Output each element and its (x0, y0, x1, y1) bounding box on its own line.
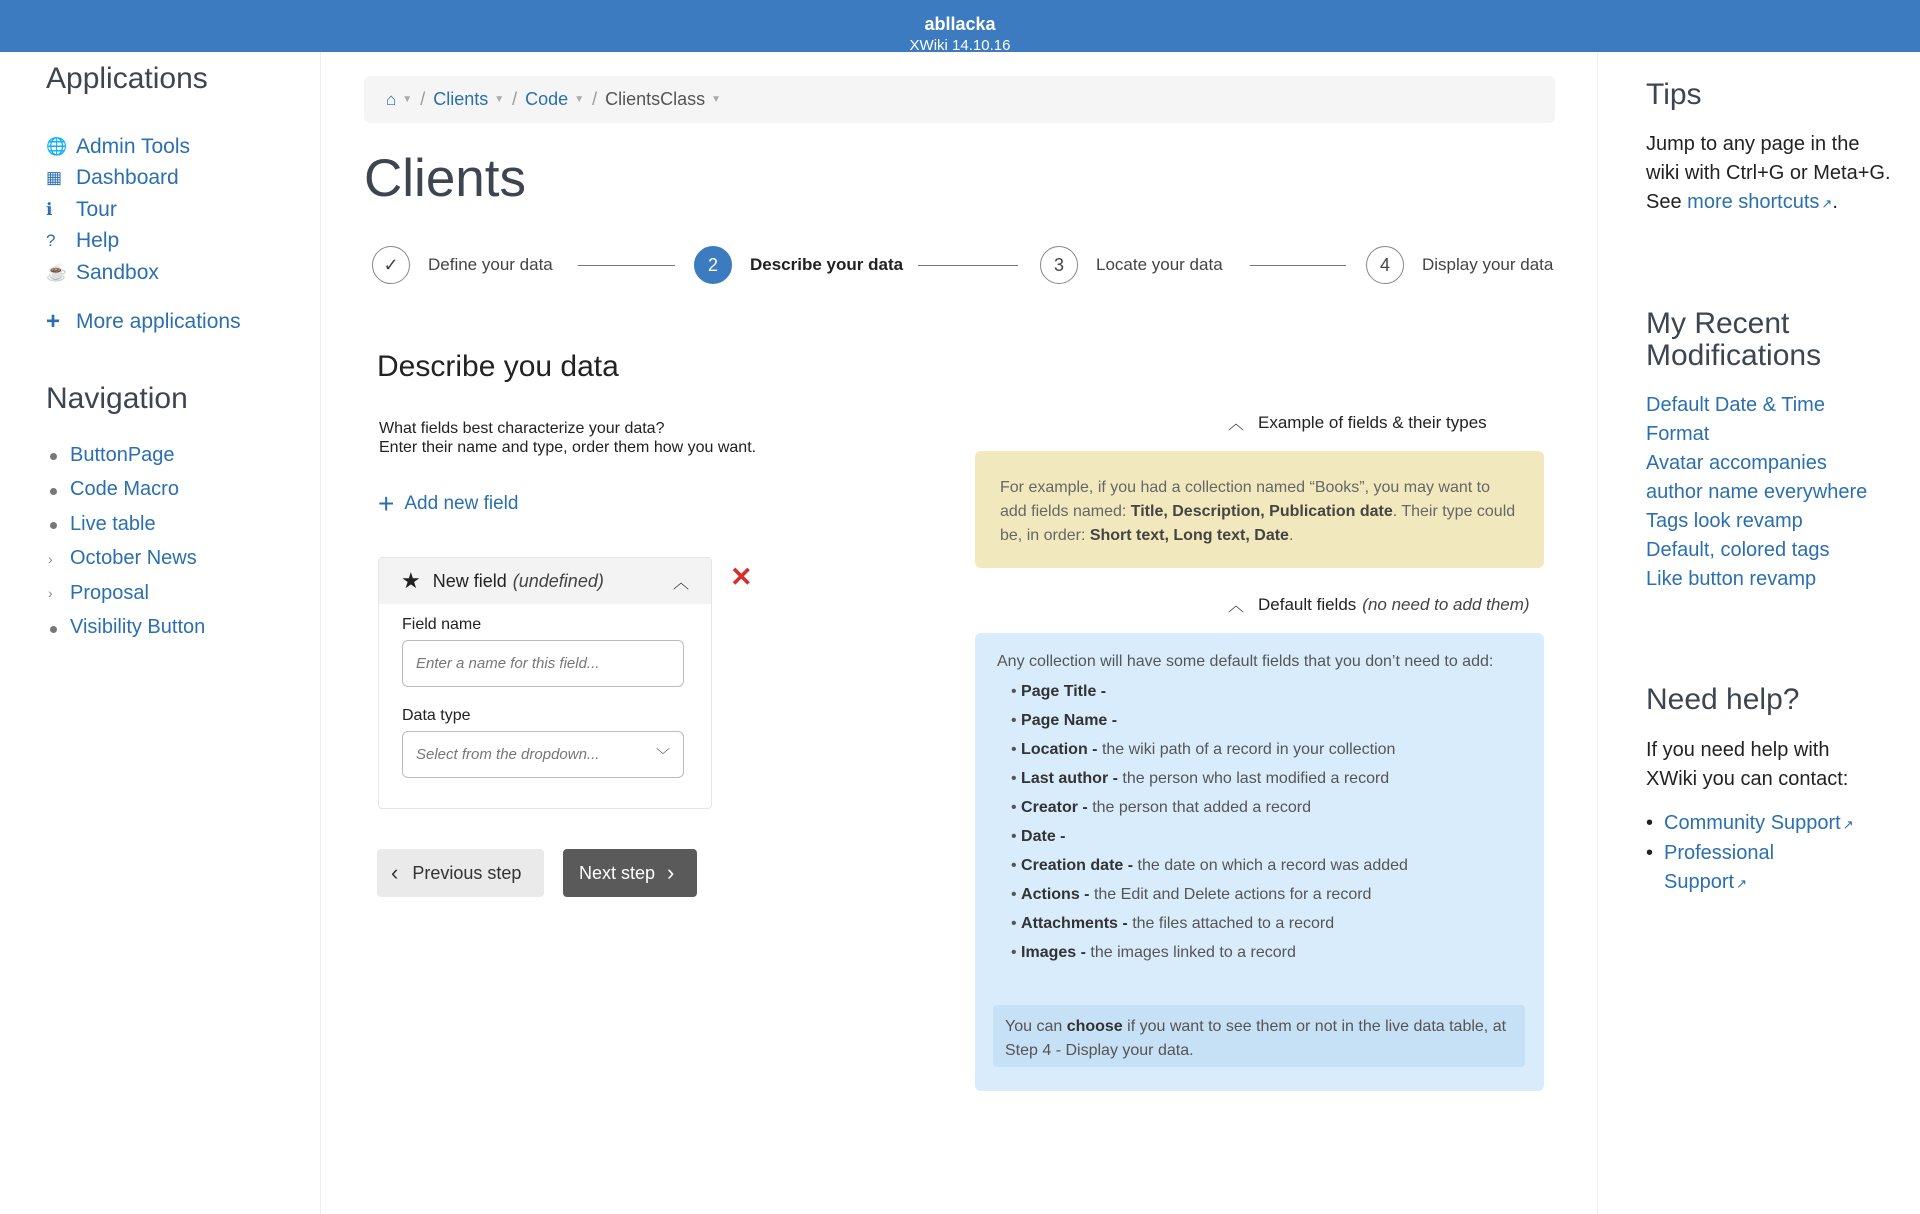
default-fields-note: (no need to add them) (1362, 594, 1530, 614)
recent-item[interactable]: Default, colored tags (1646, 539, 1830, 561)
nav-item-label: October News (70, 547, 197, 570)
step-connector (918, 265, 1018, 266)
default-fields-note-box: You can choose if you want to see them or not in the live data table, at Step 4 - Display your data. (993, 1005, 1525, 1067)
caret-down-icon[interactable]: ▼ (494, 94, 505, 105)
need-help-heading: Need help? (1646, 683, 1800, 716)
breadcrumb: ⌂ ▼ / Clients ▼ / Code ▼ / ClientsClass ▼ (364, 76, 1555, 123)
list-item: • Creator - the person that added a record (1011, 799, 1312, 816)
globe-icon: 🌐 (46, 136, 68, 156)
list-item: • Actions - the Edit and Delete actions for a record (1011, 886, 1372, 903)
list-item: • Page Name - (1011, 712, 1118, 729)
data-type-placeholder: Select from the dropdown... (416, 746, 600, 763)
grid-icon: ▦ (46, 168, 63, 188)
support-label: Community Support (1664, 812, 1841, 834)
example-toggle[interactable] (1228, 411, 1487, 434)
step-1[interactable] (372, 246, 553, 284)
app-sandbox[interactable] (46, 257, 190, 289)
list-item: • Last author - the person who last modified a record (1011, 770, 1390, 787)
app-label: Sandbox (76, 260, 159, 284)
add-new-field-button[interactable] (378, 488, 519, 519)
step-3[interactable] (1040, 246, 1223, 284)
recent-item[interactable]: Tags look revamp (1646, 510, 1803, 532)
caret-down-icon[interactable]: ▼ (402, 94, 413, 105)
bullet-icon (50, 522, 57, 529)
chevron-left-icon: ‹ (391, 860, 399, 885)
wizard-stepper (372, 246, 1556, 284)
step-4[interactable] (1366, 246, 1553, 284)
next-step-button[interactable] (563, 849, 697, 897)
instructions-line: Enter their name and type, order them how you want. (379, 439, 757, 456)
instructions (379, 419, 756, 457)
app-admin-tools[interactable] (46, 131, 190, 163)
info-icon: ℹ (46, 199, 53, 219)
list-item: • Creation date - the date on which a record was added (1011, 857, 1408, 874)
list-item: • Attachments - the files attached to a record (1011, 915, 1335, 932)
list-item: • Date - (1011, 828, 1066, 845)
nav-item[interactable] (48, 507, 205, 542)
app-label: Tour (76, 197, 117, 221)
breadcrumb-clients[interactable]: Clients (433, 89, 489, 109)
step-number: 3 (1040, 246, 1078, 284)
field-title: New field (432, 570, 507, 591)
tips-heading: Tips (1646, 78, 1702, 111)
navigation-heading: Navigation (46, 382, 188, 415)
field-name-label: Field name (402, 616, 482, 633)
breadcrumb-code[interactable]: Code (525, 89, 569, 109)
expand-chevron-icon[interactable]: › (48, 550, 53, 567)
question-icon: ? (46, 231, 56, 251)
instructions-line: What fields best characterize your data? (379, 420, 665, 437)
breadcrumb-current: ClientsClass (605, 89, 706, 109)
plus-icon: + (46, 308, 61, 335)
need-help-text: If you need help with XWiki you can contact: (1646, 739, 1849, 790)
external-link-icon: ↗ (1842, 817, 1854, 832)
step-connector (578, 265, 675, 266)
field-card-header[interactable] (379, 558, 711, 604)
section-title: Describe you data (377, 350, 619, 383)
tips-text: Jump to any page in the wiki with Ctrl+G or Meta+G. See more shortcuts ↗. (1646, 133, 1891, 213)
default-fields-toggle[interactable] (1228, 593, 1530, 616)
app-label: Dashboard (76, 166, 179, 190)
support-label: Professional Support (1664, 842, 1775, 893)
recent-modifications-list (1646, 391, 1876, 594)
page-title: Clients (364, 149, 527, 208)
nav-item[interactable] (48, 438, 205, 473)
chevron-down-icon: ﹀ (656, 746, 670, 763)
nav-item-label: Code Macro (70, 478, 179, 501)
star-icon[interactable]: ★ (401, 568, 421, 593)
nav-item[interactable] (48, 611, 205, 646)
nav-item-label: Visibility Button (70, 616, 206, 639)
step-label: Describe your data (750, 255, 904, 274)
chevron-up-icon: ︿ (1228, 598, 1245, 615)
chevron-up-icon: ︿ (1228, 416, 1245, 433)
add-new-field-label: Add new field (404, 493, 519, 514)
step-connector (1250, 265, 1346, 266)
nav-item[interactable] (48, 576, 205, 611)
data-type-select[interactable] (402, 731, 684, 778)
nav-item-label: ButtonPage (70, 443, 175, 466)
expand-chevron-icon[interactable]: › (48, 585, 53, 602)
external-link-icon: ↗ (1821, 196, 1833, 211)
previous-step-button[interactable] (377, 849, 544, 897)
step-label: Display your data (1422, 255, 1554, 274)
default-fields-box (975, 633, 1544, 1091)
default-fields-list (997, 677, 1522, 967)
default-fields-intro: Any collection will have some default fields that you don’t need to add: (997, 653, 1494, 670)
field-name-input[interactable]: Enter a name for this field... (402, 640, 684, 687)
default-fields-label: Default fields (1258, 594, 1357, 614)
delete-field-icon[interactable]: ✕ (730, 562, 753, 592)
app-label: Help (76, 229, 120, 253)
nav-item[interactable] (48, 473, 205, 508)
nav-item[interactable] (48, 542, 205, 577)
recent-modifications-heading: My Recent Modifications (1646, 307, 1822, 372)
list-item: • Page Title - (1011, 683, 1107, 700)
bullet-icon (50, 453, 57, 460)
nav-item-label: Proposal (70, 581, 149, 604)
external-link-icon: ↗ (1736, 876, 1747, 891)
current-user[interactable]: abllacka (924, 14, 996, 34)
support-list (1646, 809, 1906, 898)
top-bar (0, 0, 1920, 52)
field-type: (undefined) (512, 570, 604, 591)
app-help[interactable] (46, 226, 190, 258)
right-sidebar (1597, 52, 1920, 1214)
step-label: Locate your data (1096, 255, 1223, 274)
bullet-icon (50, 626, 57, 633)
recent-item[interactable]: Default Date & Time Format (1646, 394, 1825, 445)
wiki-version: XWiki 14.10.16 (909, 37, 1011, 52)
more-shortcuts-link[interactable]: more shortcuts (1687, 191, 1820, 213)
step-number: 2 (694, 246, 732, 284)
recent-item[interactable]: Like button revamp (1646, 568, 1817, 590)
recent-item[interactable]: Avatar accompanies author name everywhere (1646, 452, 1868, 503)
community-support-link[interactable]: • Community Support ↗ (1646, 812, 1854, 834)
list-item: • Location - the wiki path of a record in your collection (1011, 741, 1396, 758)
plus-icon: + (378, 488, 395, 519)
app-dashboard[interactable] (46, 163, 190, 195)
applications-heading: Applications (46, 62, 208, 95)
chevron-right-icon: › (667, 860, 675, 885)
previous-step-label: Previous step (412, 862, 522, 883)
caret-down-icon[interactable]: ▼ (574, 94, 585, 105)
app-tour[interactable] (46, 194, 190, 226)
chevron-up-icon[interactable]: ︿ (672, 574, 689, 592)
data-type-label: Data type (402, 707, 471, 724)
navigation-tree (48, 438, 205, 645)
applications-list (46, 131, 190, 289)
home-icon[interactable]: ⌂ (386, 89, 397, 109)
example-box: For example, if you had a collection named “Books”, you may want to add fields named: Title, Description, Publication date. Their type could be, in order: Short text, Long text, Date. (975, 451, 1544, 568)
more-applications-label: More applications (76, 310, 241, 333)
bullet-icon (50, 488, 57, 495)
example-toggle-label: Example of fields & their types (1258, 412, 1487, 432)
step-2[interactable] (694, 246, 903, 284)
step-number: 4 (1366, 246, 1404, 284)
step-label: Define your data (428, 255, 553, 274)
professional-support-link[interactable]: • Professional Support ↗ (1646, 842, 1775, 893)
check-icon: ✓ (372, 246, 410, 284)
nav-item-label: Live table (70, 512, 156, 535)
left-sidebar (0, 52, 321, 1214)
next-step-label: Next step (579, 862, 656, 883)
caret-down-icon[interactable]: ▼ (711, 94, 722, 105)
app-label: Admin Tools (76, 134, 191, 158)
field-card (378, 557, 712, 809)
list-item: • Images - the images linked to a record (1011, 944, 1296, 961)
coffee-icon: ☕ (46, 262, 68, 282)
more-applications-link[interactable] (46, 308, 241, 336)
